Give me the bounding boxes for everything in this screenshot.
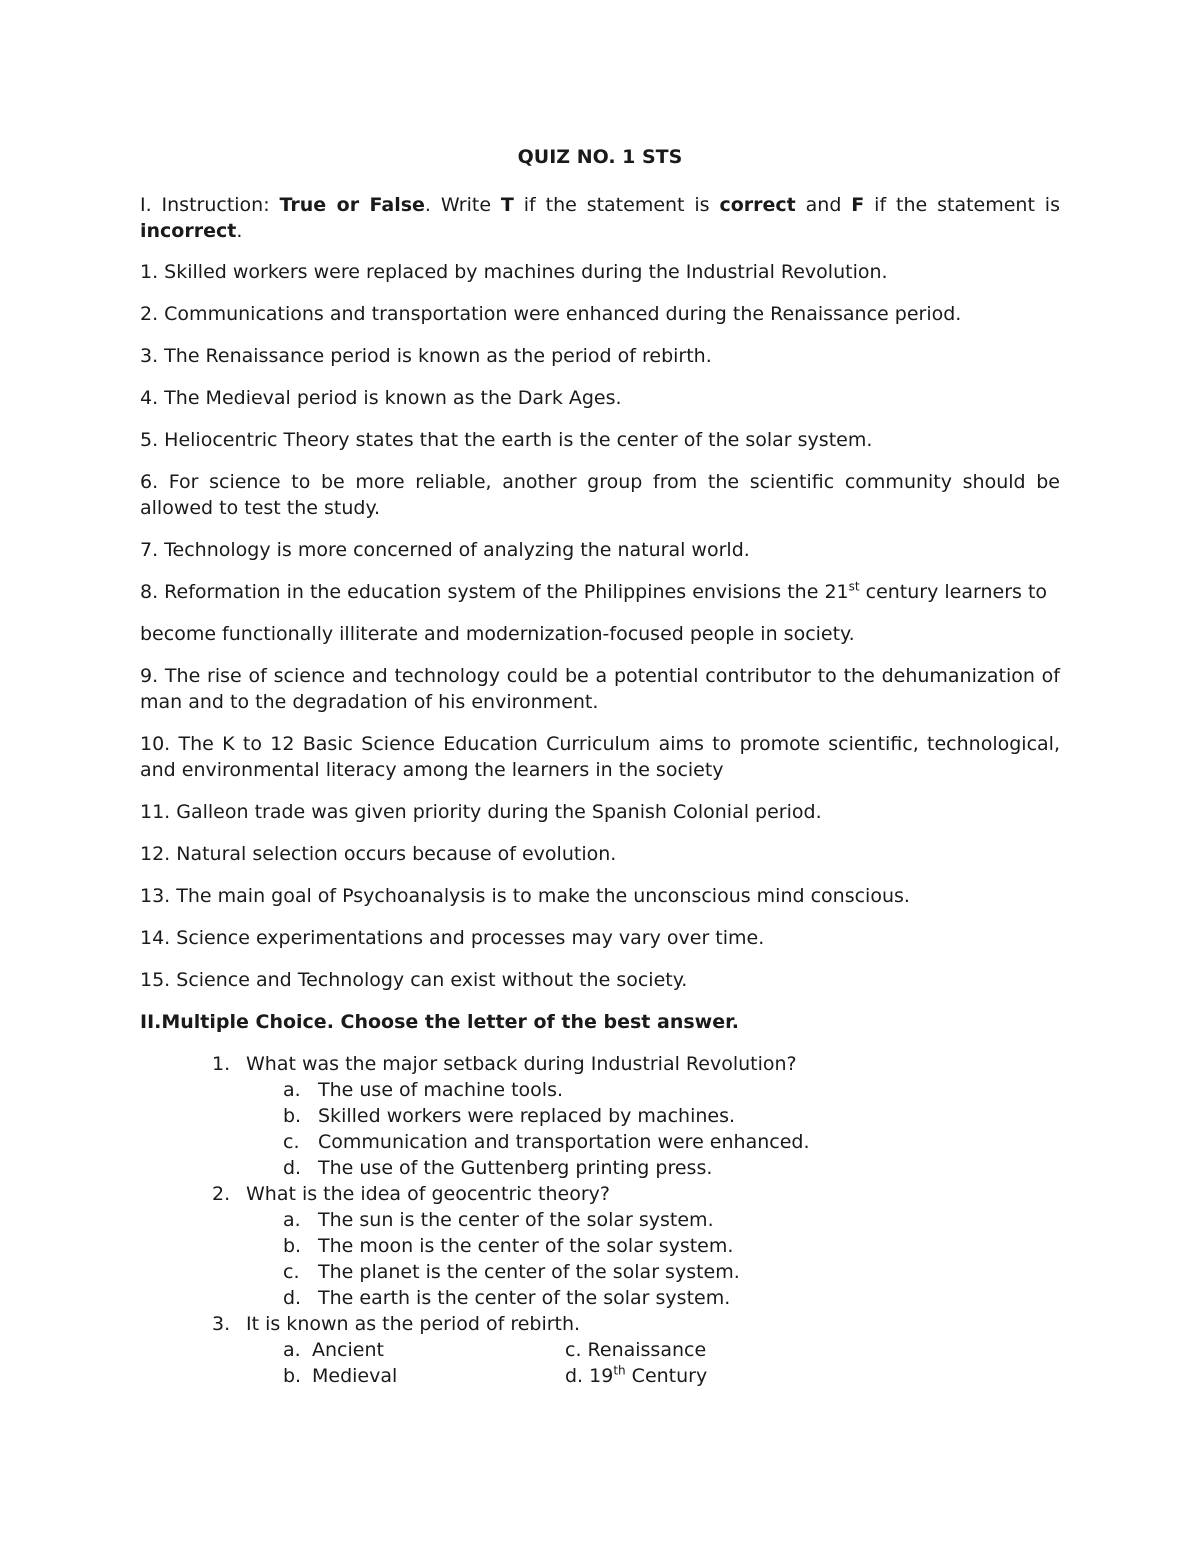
section1-instruction bbox=[140, 192, 1060, 244]
option-text: Communication and transportation were enhanced. bbox=[318, 1131, 810, 1153]
option-a bbox=[140, 1207, 1060, 1233]
tf-item-8-continuation: become functionally illiterate and modernization-focused people in society. bbox=[140, 623, 855, 645]
option-text: The use of machine tools. bbox=[318, 1079, 564, 1101]
option-c bbox=[140, 1259, 1060, 1285]
option-c bbox=[140, 1129, 1060, 1155]
tf-item-1: 1. Skilled workers were replaced by machines during the Industrial Revolution. bbox=[140, 261, 888, 283]
option-text: The planet is the center of the solar system. bbox=[318, 1261, 740, 1283]
question-text: What is the idea of geocentric theory? bbox=[246, 1183, 610, 1205]
mc-question-line bbox=[140, 1181, 1060, 1207]
option-d bbox=[565, 1363, 707, 1389]
instruction-text: and bbox=[795, 194, 852, 216]
tf-item-11: 11. Galleon trade was given priority during the Spanish Colonial period. bbox=[140, 801, 822, 823]
option-d bbox=[140, 1155, 1060, 1181]
tf-item-10: 10. The K to 12 Basic Science Education Curriculum aims to promote scientific, technological, and environmental literacy among the learners in the society bbox=[140, 733, 1060, 781]
option-a-text: Ancient bbox=[312, 1339, 384, 1361]
option-letter: d. bbox=[283, 1157, 302, 1179]
mc-question-3 bbox=[140, 1311, 1060, 1389]
option-d-text-end: Century bbox=[625, 1365, 708, 1387]
instruction-text: if the statement is bbox=[864, 194, 1060, 216]
option-letter: b. bbox=[283, 1105, 302, 1127]
tf-item-13: 13. The main goal of Psychoanalysis is to make the unconscious mind conscious. bbox=[140, 885, 910, 907]
superscript: st bbox=[848, 579, 860, 594]
tf-item-7: 7. Technology is more concerned of analyzing the natural world. bbox=[140, 539, 750, 561]
tf-item-5: 5. Heliocentric Theory states that the earth is the center of the solar system. bbox=[140, 429, 873, 451]
option-letter: a. bbox=[283, 1079, 301, 1101]
tf-item-14: 14. Science experimentations and processes may vary over time. bbox=[140, 927, 765, 949]
instruction-incorrect: incorrect bbox=[140, 220, 237, 242]
option-d bbox=[140, 1285, 1060, 1311]
option-a bbox=[140, 1077, 1060, 1103]
instruction-correct: correct bbox=[719, 194, 796, 216]
option-text: The earth is the center of the solar system. bbox=[318, 1287, 731, 1309]
superscript: th bbox=[613, 1363, 626, 1378]
option-b bbox=[140, 1233, 1060, 1259]
instruction-f: F bbox=[851, 194, 865, 216]
question-number: 2. bbox=[212, 1183, 231, 1205]
tf-item-4: 4. The Medieval period is known as the Dark Ages. bbox=[140, 387, 622, 409]
question-number: 1. bbox=[212, 1053, 231, 1075]
instruction-prefix: I. Instruction: bbox=[140, 194, 280, 216]
option-letter: d. bbox=[283, 1287, 302, 1309]
option-c-text: c. Renaissance bbox=[565, 1339, 707, 1361]
option-text: Skilled workers were replaced by machines. bbox=[318, 1105, 736, 1127]
option-letter: a. bbox=[283, 1339, 301, 1361]
option-letter: b. bbox=[283, 1365, 302, 1387]
option-b bbox=[140, 1103, 1060, 1129]
tf-item-8-text: 8. Reformation in the education system of the Philippines envisions the 21 bbox=[140, 581, 849, 603]
instruction-true-false: True or False bbox=[279, 194, 425, 216]
mc-question-2 bbox=[140, 1181, 1060, 1311]
instruction-text: . Write bbox=[424, 194, 501, 216]
option-d-text: d. 19 bbox=[565, 1365, 614, 1387]
option-letter: a. bbox=[283, 1209, 301, 1231]
question-text: What was the major setback during Industrial Revolution? bbox=[246, 1053, 797, 1075]
question-text: It is known as the period of rebirth. bbox=[246, 1313, 581, 1335]
mc-question-line bbox=[140, 1051, 1060, 1077]
option-letter: b. bbox=[283, 1235, 302, 1257]
mc-question-1 bbox=[140, 1051, 1060, 1181]
option-letter: c. bbox=[283, 1261, 300, 1283]
instruction-text: . bbox=[236, 220, 243, 242]
section2-heading: II.Multiple Choice. Choose the letter of the best answer. bbox=[140, 1011, 739, 1033]
tf-item-8 bbox=[140, 579, 1060, 605]
quiz-document bbox=[140, 140, 1060, 1389]
tf-item-12: 12. Natural selection occurs because of evolution. bbox=[140, 843, 617, 865]
tf-item-6: 6. For science to be more reliable, another group from the scientific community should be allowed to test the study. bbox=[140, 471, 1060, 519]
instruction-t: T bbox=[500, 194, 514, 216]
tf-item-3: 3. The Renaissance period is known as the period of rebirth. bbox=[140, 345, 712, 367]
option-letter: c. bbox=[283, 1131, 300, 1153]
question-number: 3. bbox=[212, 1313, 231, 1335]
instruction-text: if the statement is bbox=[513, 194, 720, 216]
tf-item-15: 15. Science and Technology can exist without the society. bbox=[140, 969, 688, 991]
page-title: QUIZ NO. 1 STS bbox=[517, 146, 683, 168]
option-row-2 bbox=[140, 1363, 1060, 1389]
option-b-text: Medieval bbox=[312, 1365, 398, 1387]
option-text: The use of the Guttenberg printing press. bbox=[318, 1157, 713, 1179]
mc-question-line bbox=[140, 1311, 1060, 1337]
tf-item-9: 9. The rise of science and technology could be a potential contributor to the dehumanization of man and to the degradation of his environment. bbox=[140, 665, 1060, 713]
option-text: The moon is the center of the solar system. bbox=[318, 1235, 734, 1257]
option-row-1 bbox=[140, 1337, 1060, 1363]
option-text: The sun is the center of the solar system. bbox=[318, 1209, 714, 1231]
tf-item-2: 2. Communications and transportation were enhanced during the Renaissance period. bbox=[140, 303, 962, 325]
tf-item-8-text-end: century learners to bbox=[859, 581, 1048, 603]
